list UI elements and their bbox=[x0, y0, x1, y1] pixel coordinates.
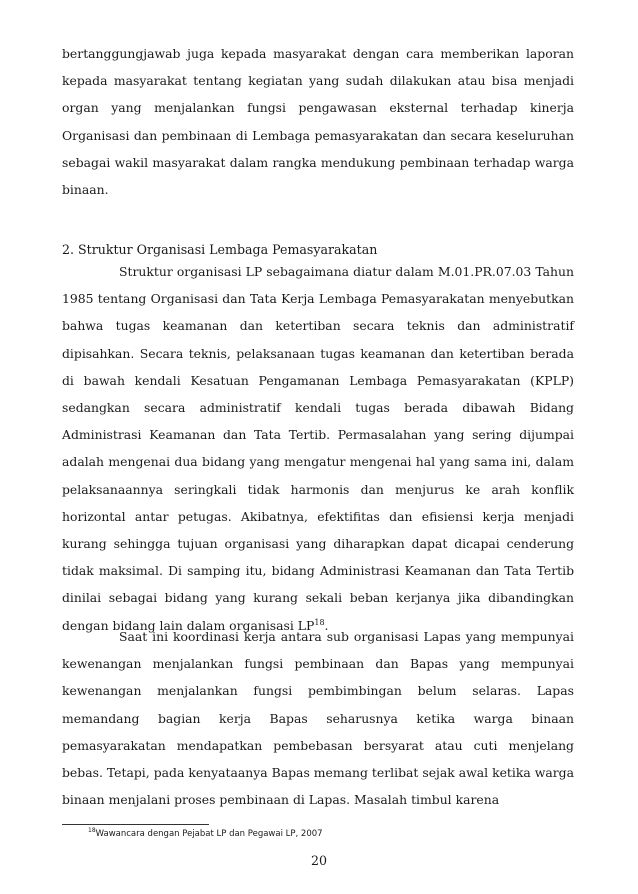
page-number: 20 bbox=[310, 853, 328, 868]
footnote-text: Wawancara dengan Pejabat LP dan Pegawai LP, 2007 bbox=[95, 829, 323, 839]
footnote-marker: 18 bbox=[88, 827, 96, 835]
footnote-reference[interactable]: 18 bbox=[314, 617, 325, 627]
paragraph-2-end: . bbox=[324, 617, 329, 633]
paragraph-3: Saat ini koordinasi kerja antara sub organisasi Lapas yang mempunyai kewenangan menjalankan fungsi pembinaan dan Bapas yang mempunyai kewenangan menjalankan fungsi pembimbingan belum selaras. Lapas memandang bagian kerja Bapas seharusnya ketika warga binaan pemasyarakatan mendapatkan pembebasan bersyarat atau cuti menjelang bebas. Tetapi, pada kenyataanya Bapas memang terlibat sejak awal ketika warga binaan menjalani proses pembinaan di Lapas. Masalah timbul karena bbox=[62, 629, 574, 808]
paragraph-2 bbox=[62, 258, 574, 639]
footnote bbox=[88, 828, 323, 840]
section-heading: 2. Struktur Organisasi Lembaga Pemasyarakatan bbox=[62, 242, 378, 257]
paragraph-2-text: Struktur organisasi LP sebagaimana diatur dalam M.01.PR.07.03 Tahun 1985 tentang Organisasi dan Tata Kerja Lembaga Pemasyarakatan menyebutkan bahwa tugas keamanan dan ketertiban secara teknis dan administratif dipisahkan. Secara teknis, pelaksanaan tugas keamanan dan ketertiban berada di bawah kendali Kesatuan Pengamanan Lembaga Pemasyarakatan (KPLP) sedangkan secara administratif kendali tugas berada dibawah Bidang Administrasi Keamanan dan Tata Tertib. Permasalahan yang sering dijumpai adalah mengenai dua bidang yang mengatur mengenai hal yang sama ini, dalam pelaksanaannya seringkali tidak harmonis dan menjurus ke arah konflik horizontal antar petugas. Akibatnya, efektifitas dan efisiensi kerja menjadi kurang sehingga tujuan organisasi yang diharapkan dapat dicapai cenderung tidak maksimal. Di samping itu, bidang Administrasi Keamanan dan Tata Tertib dinilai sebagai bidang yang kurang sekali beban kerjanya jika dibandingkan dengan bidang lain dalam organisasi LP bbox=[62, 264, 574, 633]
paragraph-1: bertanggungjawab juga kepada masyarakat dengan cara memberikan laporan kepada masyarakat tentang kegiatan yang sudah dilakukan atau bisa menjadi organ yang menjalankan fungsi pengawasan eksternal terhadap kinerja Organisasi dan pembinaan di Lembaga pemasyarakatan dan secara keseluruhan sebagai wakil masyarakat dalam rangka mendukung pembinaan terhadap warga binaan. bbox=[62, 46, 574, 198]
footnote-divider bbox=[62, 824, 209, 825]
